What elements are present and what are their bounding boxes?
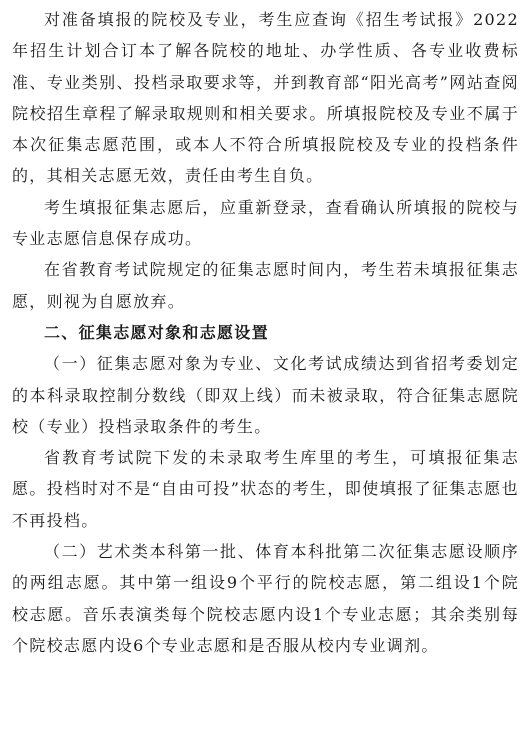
paragraph-deadline-notice: 在省教育考试院规定的征集志愿时间内，考生若未填报征集志愿，则视为自愿放弃。 bbox=[12, 260, 519, 311]
paragraph-confirm-saved: 考生填报征集志愿后，应重新登录，查看确认所填报的院校与专业志愿信息保存成功。 bbox=[12, 197, 519, 249]
section-heading: 二、征集志愿对象和志愿设置 bbox=[44, 322, 269, 342]
paragraph-art-sports-settings: （二）艺术类本科第一批、体育本科批第二次征集志愿设顺序的两组志愿。其中第一组设9个平行的院校志愿，第二组设1个院校志愿。音乐表演类每个院校志愿内设1个专业志愿；其余类别每个院校志愿内设6个专业志愿和是否服从校内专业调剂。 bbox=[12, 542, 519, 655]
paragraph-review-requirements: 对准备填报的院校及专业，考生应查询《招生考试报》2022年招生计划合订本了解各院校的地址、办学性质、各专业收费标准、专业类别、投档录取要求等，并到教育部“阳光高考”网站查阅院校招生章程了解录取规则和相关要求。所填报院校及专业不属于本次征集志愿范围，或本人不符合所填报院校及专业的投档条件的，其相关志愿无效，责任由考生自负。 bbox=[12, 10, 519, 186]
paragraph-unadmitted-pool: 省教育考试院下发的未录取考生库里的考生，可填报征集志愿。投档时对不是“自由可投”状态的考生，即使填报了征集志愿也不再投档。 bbox=[12, 448, 519, 530]
paragraph-eligibility: （一）征集志愿对象为专业、文化考试成绩达到省招考委划定的本科录取控制分数线（即双上线）而未被录取，符合征集志愿院校（专业）投档录取条件的考生。 bbox=[12, 354, 519, 436]
